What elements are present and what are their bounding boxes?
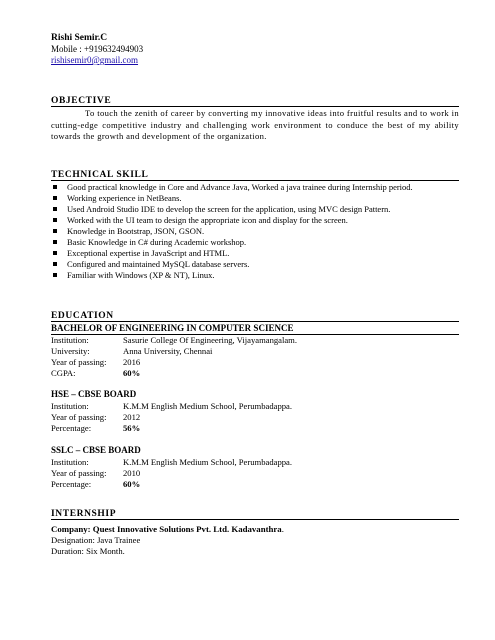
bullet-icon — [53, 207, 57, 211]
email-link[interactable]: rishisemir0@gmail.com — [51, 55, 139, 65]
skills-list — [51, 182, 451, 281]
internship-heading: INTERNSHIP — [51, 509, 117, 519]
list-item: Working experience in NetBeans. — [51, 193, 451, 204]
bullet-icon — [53, 240, 57, 244]
list-item: Familiar with Windows (XP & NT), Linux. — [51, 270, 451, 281]
education-heading: EDUCATION — [51, 311, 114, 321]
bullet-icon — [53, 251, 57, 255]
list-item: Knowledge in Bootstrap, JSON, GSON. — [51, 226, 451, 237]
degree-title: BACHELOR OF ENGINEERING IN COMPUTER SCIENCE — [51, 323, 294, 333]
resume-page: Rishi Semir.C Mobile : +919632494903 rishisemir0@gmail.com OBJECTIVE To touch the zenith of career by converting my innovative ideas into fruitful results and to work in cutting-edge competitive industry and challenging work environment to conduce the best of my ability towards the growth and development of the organization. TECHNICAL SKILL Good practical knowledge in Core and Advance Java, Worked a java trainee during Internship period. Working experience in NetBeans. Used Android Studio IDE to develop the screen for the application, using MVC design Pattern. Worked with the UI team to design the appropriate icon and display for the screen. Knowledge in Bootstrap, JSON, GSON. Basic Knowledge in C# during Academic workshop. Exceptional expertise in JavaScript and HTML. Configured and maintained MySQL database servers. Familiar with Windows (XP & NT), Linux. EDUCATION BACHELOR OF ENGINEERING IN COMPUTER SCIENCE Institution: Sasurie College Of Engineering, Vijayamangalam. University: Anna University, Chennai Year of passing: 2016 CGPA: 60% HSE – CBSE BOARD Institution: K.M.M English Medium School, Perumbadappa. Year of passing: 2012 Percentage: 56% SSLC – CBSE BOARD Institution: K.M.M English Medium School, Perumbadappa. Year of passing: 2010 Percentage: 60% INTERNSHIP Company: Quest Innovative Solutions Pvt. Ltd. Kadavanthra. Designation: Java Trainee Duration: Six Month. — [51, 33, 459, 556]
list-item: Basic Knowledge in C# during Academic workshop. — [51, 237, 451, 248]
education-divider — [51, 321, 459, 322]
objective-divider — [51, 106, 459, 107]
sslc-title: SSLC – CBSE BOARD — [51, 445, 141, 455]
bullet-icon — [53, 218, 57, 222]
list-item: Exceptional expertise in JavaScript and HTML. — [51, 248, 451, 259]
list-item: Worked with the UI team to design the appropriate icon and display for the screen. — [51, 215, 451, 226]
hse-title: HSE – CBSE BOARD — [51, 389, 137, 399]
objective-paragraph: To touch the zenith of career by converting my innovative ideas into fruitful results and to work in cutting-edge competitive industry and challenging work environment to conduce the best of my ability towards the growth and development of the organization. — [51, 108, 459, 142]
internship-duration: Duration: Six Month. — [51, 546, 125, 556]
bullet-icon — [53, 262, 57, 266]
internship-designation: Designation: Java Trainee — [51, 535, 141, 545]
internship-company: Company: Quest Innovative Solutions Pvt. Ltd. Kadavanthra. — [51, 524, 284, 534]
bullet-icon — [53, 273, 57, 277]
technical-skill-heading: TECHNICAL SKILL — [51, 170, 149, 180]
candidate-name: Rishi Semir.C — [51, 33, 108, 43]
technical-skill-divider — [51, 180, 459, 181]
list-item: Configured and maintained MySQL database servers. — [51, 259, 451, 270]
bullet-icon — [53, 185, 57, 189]
internship-divider — [51, 519, 459, 520]
bullet-icon — [53, 229, 57, 233]
bullet-icon — [53, 196, 57, 200]
objective-text — [51, 108, 459, 143]
mobile-number: Mobile : +919632494903 — [51, 44, 144, 54]
list-item: Good practical knowledge in Core and Advance Java, Worked a java trainee during Internship period. — [51, 182, 451, 193]
list-item: Used Android Studio IDE to develop the screen for the application, using MVC design Pattern. — [51, 204, 451, 215]
objective-heading: OBJECTIVE — [51, 96, 112, 106]
